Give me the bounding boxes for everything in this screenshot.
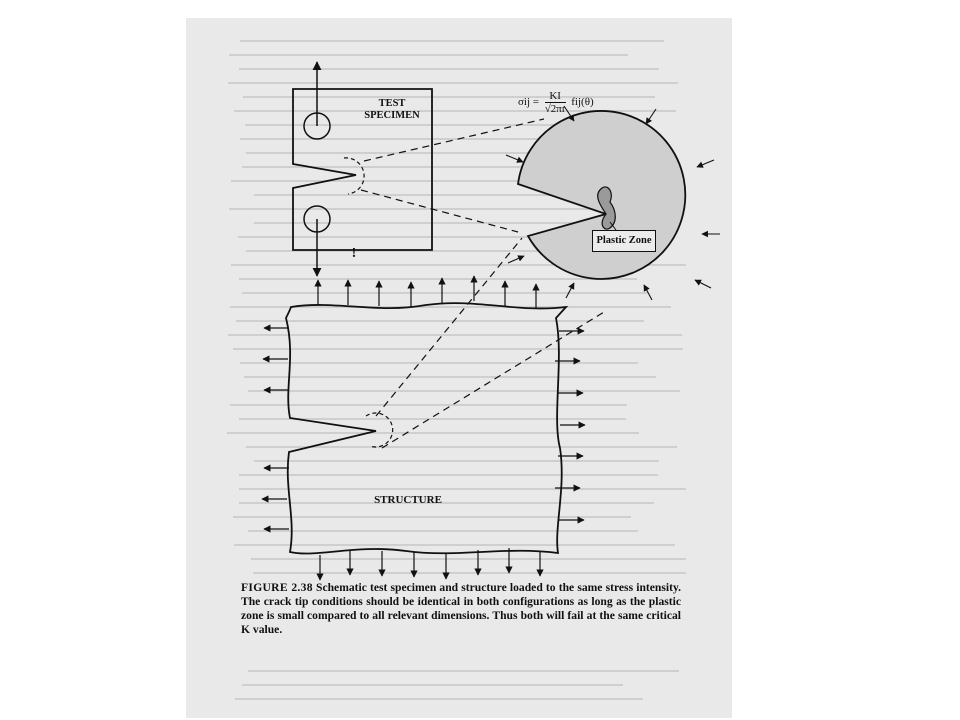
structure-left-arrows xyxy=(262,328,289,529)
specimen-label-line1: TEST xyxy=(378,98,406,109)
formula-denominator: √2πr xyxy=(544,103,566,115)
specimen-label xyxy=(362,98,422,122)
scanned-page xyxy=(186,18,732,718)
stress-formula xyxy=(518,90,594,115)
caption-number: FIGURE 2.38 xyxy=(241,581,313,594)
caption-text: Schematic test specimen and structure loaded to the same stress intensity. The crack tip conditions should be identical in both configurations as long as the plastic zone is small compared to all relevant dimensions. Thus both will fail at the same critical K value. xyxy=(241,581,681,636)
structure-label: STRUCTURE xyxy=(374,494,442,506)
formula-rhs: fij(θ) xyxy=(571,96,594,109)
formula-fraction xyxy=(545,90,566,115)
plastic-zone-label: Plastic Zone xyxy=(592,230,656,252)
formula-numerator: KI xyxy=(545,90,566,103)
exclamation-mark: ! xyxy=(351,246,357,261)
structure-outline xyxy=(286,303,566,553)
figure-caption xyxy=(241,581,681,637)
formula-lhs: σij = xyxy=(518,96,539,109)
specimen-label-line2: SPECIMEN xyxy=(364,110,420,121)
